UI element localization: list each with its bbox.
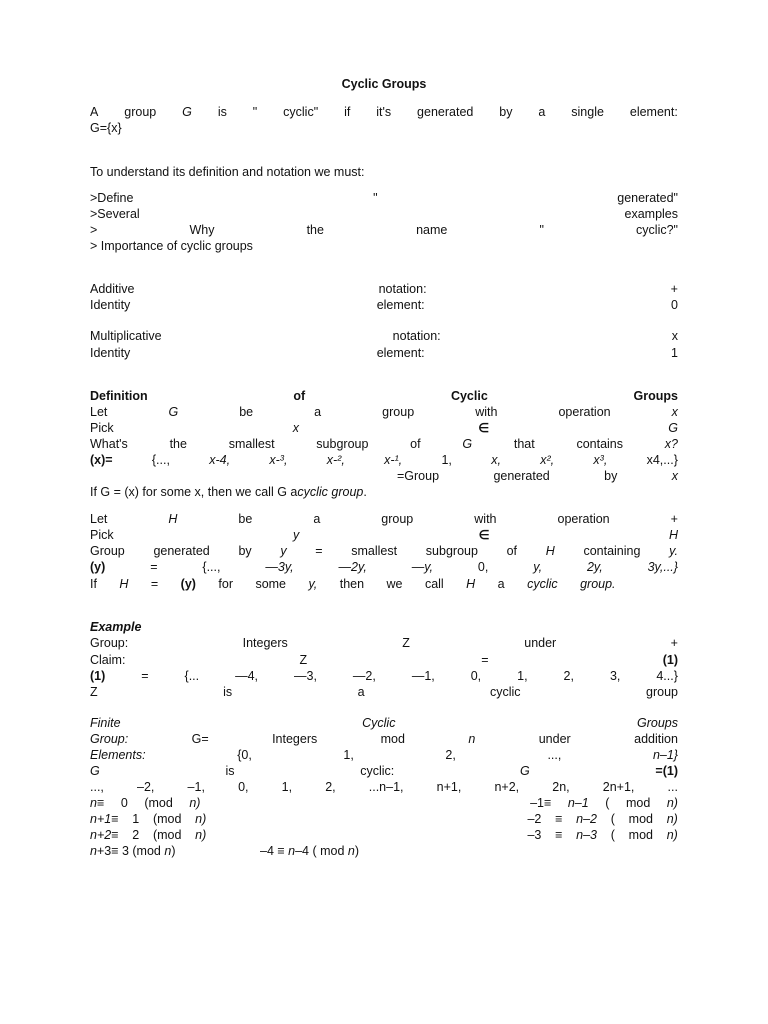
text-line-20 (90, 527, 678, 543)
word: x (671, 469, 678, 483)
word: x³, (593, 453, 608, 467)
word: n) (195, 812, 207, 826)
multiplicative-identity-line (90, 345, 678, 361)
text-line-25 (90, 635, 678, 651)
word: is (217, 105, 227, 119)
word: operation (557, 512, 610, 526)
word: n–2 (576, 812, 598, 826)
text-line-15 (90, 436, 678, 452)
word: = (315, 544, 323, 558)
text-line-1 (90, 104, 678, 120)
word: —2, (352, 669, 376, 683)
word: n–1} (652, 748, 678, 762)
word: x, (491, 453, 501, 467)
page-title: Cyclic Groups (341, 77, 427, 91)
word: by (604, 469, 618, 483)
word: Integers (242, 636, 288, 650)
word: Integers (272, 732, 318, 746)
word: 1, (441, 453, 452, 467)
word: n+2, (494, 780, 520, 794)
word: x (292, 421, 300, 435)
word: G (462, 437, 473, 451)
word: 2 (132, 828, 140, 842)
word: Z (402, 636, 410, 650)
heading-text: Example (90, 620, 142, 634)
word: 2y, (586, 560, 603, 574)
word: under (538, 732, 571, 746)
text-line-17 (397, 468, 678, 484)
word: 0 (120, 796, 128, 810)
word: 1, (517, 669, 528, 683)
congruence-line-4 (90, 843, 678, 859)
word: Multiplicative (90, 329, 162, 343)
element-of-symbol: ∈ (478, 528, 490, 542)
word: x², (540, 453, 555, 467)
word: the (306, 223, 324, 237)
text-line-32 (90, 763, 678, 779)
text-line-19 (90, 511, 678, 527)
word: y (293, 528, 300, 542)
word: cyclic (527, 577, 558, 591)
word: for (218, 577, 233, 591)
word: —4, (235, 669, 259, 683)
word: Groups (633, 389, 678, 403)
word: Cyclic (450, 389, 488, 403)
sentence: > Importance of cyclic groups (90, 239, 253, 253)
word: ...n–1, (368, 780, 404, 794)
word: = (481, 653, 489, 667)
word: by (499, 105, 513, 119)
word: n) (666, 828, 678, 842)
word: Identity (90, 346, 131, 360)
word: 0, (238, 780, 249, 794)
word: subgroup (316, 437, 369, 451)
word: element: (376, 346, 425, 360)
word: a (357, 685, 365, 699)
word: n) (189, 796, 201, 810)
word: x-², (326, 453, 345, 467)
word: Groups (636, 716, 678, 730)
word: mod (628, 828, 653, 842)
word: 1 (132, 812, 140, 826)
congruence-right: –4 ≡ n–4 ( mod n) (260, 844, 360, 858)
word: n≡ (90, 796, 105, 810)
punctuation: . (363, 485, 367, 499)
word: —3, (294, 669, 317, 683)
word: –1≡ (530, 796, 552, 810)
text-line-27 (90, 668, 678, 684)
word: x4,...} (646, 453, 678, 467)
word: cyclic: (360, 764, 395, 778)
word: be (238, 512, 253, 526)
word: 2, (325, 780, 336, 794)
word: Let (90, 405, 108, 419)
word: Elements: (90, 748, 146, 762)
word: subgroup (425, 544, 478, 558)
word: of (293, 389, 306, 403)
word: 1, (281, 780, 293, 794)
word: " (252, 105, 258, 119)
word: that (513, 437, 535, 451)
word: generated" (617, 191, 678, 205)
element-of-symbol: ∈ (478, 421, 490, 435)
congruence-line-1 (90, 795, 678, 811)
word: (1) (662, 653, 678, 667)
word: generated (417, 105, 474, 119)
term: cyclic group (297, 485, 364, 499)
word: G (519, 764, 530, 778)
word: Claim: (90, 653, 126, 667)
word: some (255, 577, 287, 591)
word: Cyclic (362, 716, 396, 730)
word: group (646, 685, 678, 699)
word: (mod (152, 812, 182, 826)
word: H (119, 577, 129, 591)
word: G={x} (90, 121, 122, 135)
word: mod (628, 812, 653, 826)
word: = (150, 577, 159, 591)
word: group. (580, 577, 616, 591)
word: {0, (237, 748, 252, 762)
word: x? (664, 437, 678, 451)
word: y. (669, 544, 678, 558)
section-heading-example (90, 619, 678, 635)
word: 0, (470, 669, 482, 683)
formula-line-x (90, 452, 678, 468)
word: Z (299, 653, 308, 667)
word: under (524, 636, 557, 650)
text-line-2 (90, 120, 678, 136)
word: be (239, 405, 254, 419)
word: (mod (144, 796, 173, 810)
word: group (124, 105, 157, 119)
text-line-28 (90, 684, 678, 700)
word: 4...} (656, 669, 678, 683)
word: mod (380, 732, 405, 746)
word: –2 (527, 812, 542, 826)
word: n) (666, 812, 678, 826)
word: H (545, 544, 555, 558)
word: G (90, 764, 100, 778)
word: —2y, (338, 560, 367, 574)
word: ≡ (555, 812, 563, 826)
list-item-why-name (90, 222, 678, 238)
word: A (90, 105, 99, 119)
word: H (668, 528, 678, 542)
word: Definition (90, 389, 148, 403)
word: n) (195, 828, 207, 842)
word: {... (184, 669, 200, 683)
word: call (424, 577, 444, 591)
word: n (468, 732, 476, 746)
word: > (90, 223, 98, 237)
word: Why (189, 223, 215, 237)
word: G (182, 105, 192, 119)
word: Finite (90, 716, 121, 730)
word: group (382, 405, 415, 419)
word: What's (90, 437, 128, 451)
word: is (225, 764, 235, 778)
word: smallest (228, 437, 275, 451)
text-line-26 (90, 652, 678, 668)
word: single (571, 105, 604, 119)
word: if (344, 105, 351, 119)
word: cyclic" (283, 105, 319, 119)
word: n) (666, 796, 678, 810)
congruence-line-2 (90, 811, 678, 827)
word: a (538, 105, 546, 119)
word: group (381, 512, 414, 526)
word: addition (634, 732, 678, 746)
word: ( (605, 796, 610, 810)
word: —1, (411, 669, 435, 683)
sentence: If G = (x) for some x, then we call G a (90, 485, 298, 499)
text-line-21 (90, 543, 678, 559)
word: x-¹, (384, 453, 403, 467)
word: Pick (90, 528, 114, 542)
word: Group: (90, 636, 129, 650)
additive-identity-line (90, 297, 678, 313)
word: " (539, 223, 544, 237)
word: ( (610, 828, 615, 842)
word: of (506, 544, 518, 558)
text-line-23 (90, 576, 678, 592)
word: cyclic?" (636, 223, 678, 237)
word: n–3 (576, 828, 598, 842)
word: 2n+1, (602, 780, 635, 794)
word: =Group (397, 469, 440, 483)
word: (y) (180, 577, 196, 591)
word: name (416, 223, 448, 237)
word: ..., (547, 748, 562, 762)
word: 2, (563, 669, 574, 683)
word: the (169, 437, 187, 451)
additive-notation-line (90, 281, 678, 297)
word: containing (583, 544, 641, 558)
word: ≡ (555, 828, 563, 842)
word: Group (90, 544, 125, 558)
word: 1 (671, 346, 678, 360)
word: + (670, 636, 678, 650)
word: (x)= (90, 453, 113, 467)
word: —y, (411, 560, 433, 574)
word: >Several (90, 207, 140, 221)
word: a (497, 577, 505, 591)
word: it's (376, 105, 392, 119)
word: 2, (445, 748, 456, 762)
word: –2, (137, 780, 155, 794)
word: x (671, 405, 678, 419)
word: element: (629, 105, 678, 119)
word: ... (667, 780, 678, 794)
word: x (671, 329, 678, 343)
word: n+1, (436, 780, 462, 794)
word: x-³, (269, 453, 288, 467)
word: {..., (151, 453, 170, 467)
congruence-line-3 (90, 827, 678, 843)
formula-line-y (90, 559, 678, 575)
word: >Define (90, 191, 134, 205)
word: –3 (527, 828, 542, 842)
word: Z (90, 685, 98, 699)
text-line-3 (90, 164, 678, 180)
text-line-18 (90, 484, 678, 500)
word: ( (610, 812, 615, 826)
congruence-left: n+3≡ 3 (mod n) (90, 844, 176, 858)
word: by (238, 544, 252, 558)
section-heading-finite (90, 715, 678, 731)
word: a (313, 512, 321, 526)
word: = (150, 560, 158, 574)
word: 0, (477, 560, 489, 574)
word: y, (533, 560, 543, 574)
list-item-examples (90, 206, 678, 222)
word: " (373, 191, 378, 205)
word: smallest (351, 544, 398, 558)
word: notation: (392, 329, 441, 343)
word: with (474, 512, 497, 526)
word: H (168, 512, 178, 526)
word: y (280, 544, 287, 558)
word: –1, (187, 780, 205, 794)
word: generated (493, 469, 550, 483)
word: generated (153, 544, 210, 558)
word: 0 (671, 298, 678, 312)
word: contains (576, 437, 624, 451)
text-line-31 (90, 747, 678, 763)
word: G= (191, 732, 209, 746)
word: + (670, 512, 678, 526)
word: G (168, 405, 179, 419)
word: 1, (343, 748, 354, 762)
sentence: To understand its definition and notation we must: (90, 165, 365, 179)
word: (mod (152, 828, 182, 842)
word: 3, (609, 669, 621, 683)
word: n+2≡ (90, 828, 119, 842)
word: examples (624, 207, 678, 221)
multiplicative-notation-line (90, 328, 678, 344)
word: ..., (90, 780, 104, 794)
word: of (410, 437, 421, 451)
word: cyclic (489, 685, 521, 699)
word: G (668, 421, 678, 435)
word: + (670, 282, 678, 296)
word: Additive (90, 282, 135, 296)
text-line-33 (90, 779, 678, 795)
text-line-30 (90, 731, 678, 747)
word: then (339, 577, 365, 591)
word: element: (376, 298, 425, 312)
list-item-define (90, 190, 678, 206)
word: Group: (90, 732, 129, 746)
word: Let (90, 512, 108, 526)
word: a (314, 405, 322, 419)
word: we (386, 577, 403, 591)
word: {..., (202, 560, 221, 574)
list-item-importance (90, 238, 678, 254)
word: = (141, 669, 149, 683)
word: with (475, 405, 498, 419)
word: 2n, (552, 780, 570, 794)
word: =(1) (655, 764, 678, 778)
word: n–1 (567, 796, 589, 810)
word: Identity (90, 298, 131, 312)
word: is (223, 685, 233, 699)
word: 3y,...} (647, 560, 678, 574)
word: n+1≡ (90, 812, 119, 826)
word: mod (625, 796, 651, 810)
text-line-13 (90, 404, 678, 420)
word: H (466, 577, 476, 591)
word: operation (558, 405, 611, 419)
word: If (90, 577, 97, 591)
section-heading-definition (90, 388, 678, 404)
word: Pick (90, 421, 114, 435)
word: y, (308, 577, 318, 591)
word: (1) (90, 669, 106, 683)
word: notation: (378, 282, 427, 296)
word: —3y, (265, 560, 294, 574)
word: x-4, (209, 453, 231, 467)
text-line-14 (90, 420, 678, 436)
word: (y) (90, 560, 106, 574)
